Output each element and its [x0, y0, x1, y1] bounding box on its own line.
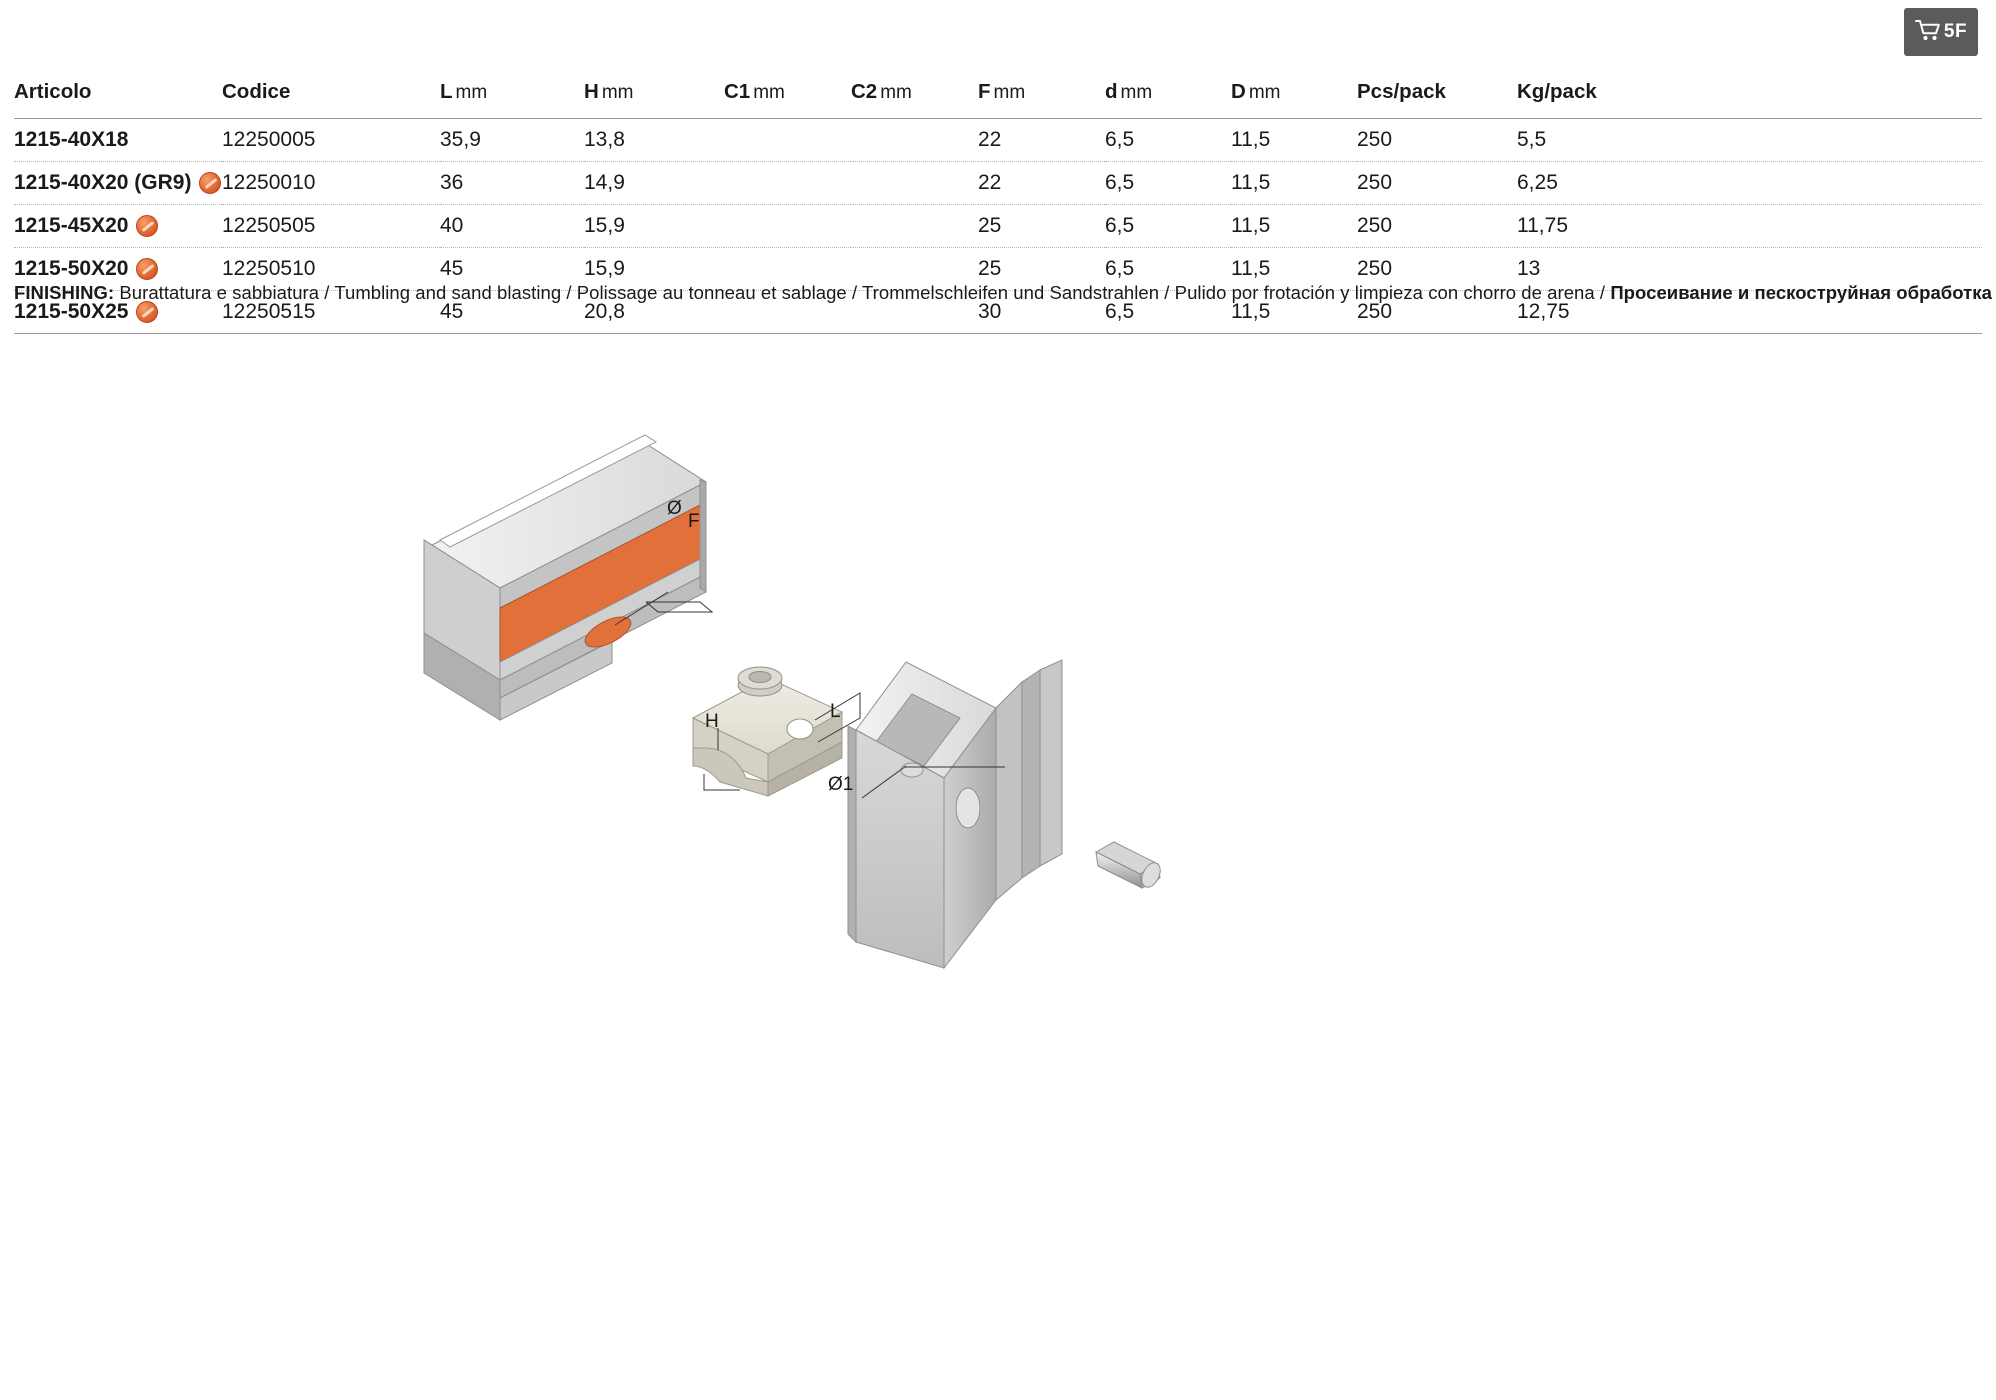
bracket-hole: [787, 719, 813, 739]
cell-d-large: 11,5: [1231, 162, 1357, 205]
cell-kg: 11,75: [1517, 205, 1982, 248]
cell-pcs: 250: [1357, 162, 1517, 205]
cart-badge[interactable]: [1904, 8, 1978, 56]
cell-kg: 6,25: [1517, 162, 1982, 205]
articolo-label: 1215-45X20: [14, 214, 129, 237]
cell-d-large: 11,5: [1231, 248, 1357, 291]
col-header-codice: [222, 80, 440, 119]
cell-c2: [851, 162, 978, 205]
dim-label-h: H: [705, 711, 719, 732]
col-header-l: [440, 80, 584, 119]
articolo-label: 1215-50X25: [14, 300, 129, 323]
cell-articolo: [14, 162, 222, 205]
col-header-d-large: [1231, 80, 1357, 119]
vertical-profile: [848, 660, 1062, 968]
col-header-d-small-label: d: [1105, 80, 1118, 103]
col-header-c1: [724, 80, 851, 119]
drawing-svg: [0, 330, 1996, 1400]
table-row: [14, 162, 1982, 205]
finishing-note: [14, 282, 1992, 304]
dim-label-diameter: Ø: [667, 498, 682, 519]
cell-f: 22: [978, 119, 1105, 162]
cell-d-small: 6,5: [1105, 248, 1231, 291]
cell-c2: [851, 119, 978, 162]
cell-codice: 12250505: [222, 205, 440, 248]
articolo-label: 1215-40X20 (GR9): [14, 171, 192, 194]
cell-h: 13,8: [584, 119, 724, 162]
cell-articolo: [14, 205, 222, 248]
cell-pcs: 250: [1357, 119, 1517, 162]
header-row: [14, 80, 1982, 119]
cell-f: 25: [978, 248, 1105, 291]
finishing-prefix: FINISHING:: [14, 282, 115, 303]
shopping-cart-icon: [1915, 18, 1941, 47]
finishing-text: Burattatura e sabbiatura / Tumbling and sand blasting / Polissage au tonneau et sablage / Trommelschleifen und Sandstrahlen / Pulido por frotación y limpieza con chorro de arena /: [114, 282, 1611, 303]
cell-d-large: 11,5: [1231, 119, 1357, 162]
cell-h: 14,9: [584, 162, 724, 205]
col-header-h-label: H: [584, 80, 599, 103]
cell-kg: 12,75: [1517, 291, 1982, 334]
cell-c1: [724, 119, 851, 162]
col-header-d-small-unit: mm: [1120, 82, 1153, 103]
articolo-label: 1215-40X18: [14, 128, 129, 151]
cell-f: 22: [978, 162, 1105, 205]
cell-codice: 12250005: [222, 119, 440, 162]
cell-h: 15,9: [584, 248, 724, 291]
col-header-l-unit: mm: [455, 82, 488, 103]
col-header-d-large-unit: mm: [1248, 82, 1281, 103]
cell-d-large: 11,5: [1231, 205, 1357, 248]
cell-codice: 12250510: [222, 248, 440, 291]
technical-drawing: [0, 330, 1996, 1400]
col-header-c1-unit: mm: [753, 82, 785, 103]
cell-codice: 12250515: [222, 291, 440, 334]
col-header-kg-pack: [1517, 80, 1982, 119]
col-header-codice-label: Codice: [222, 80, 291, 103]
col-header-c1-label: C1: [724, 80, 751, 103]
col-header-articolo-label: Articolo: [14, 80, 92, 103]
grinding-disc-icon: [136, 301, 158, 323]
cell-d-small: 6,5: [1105, 119, 1231, 162]
dim-label-f: F: [688, 511, 700, 532]
cell-h: 15,9: [584, 205, 724, 248]
grinding-disc-icon: [199, 172, 221, 194]
vertical-profile-hole: [956, 788, 980, 828]
col-header-f-unit: mm: [993, 82, 1026, 103]
col-header-c2: [851, 80, 978, 119]
cell-kg: 13: [1517, 248, 1982, 291]
col-header-pcs-pack-label: Pcs/pack: [1357, 80, 1446, 103]
cell-d-small: 6,5: [1105, 162, 1231, 205]
col-header-f-label: F: [978, 80, 991, 103]
cell-codice: 12250010: [222, 162, 440, 205]
cell-pcs: 250: [1357, 291, 1517, 334]
cell-l: 45: [440, 291, 584, 334]
col-header-d-small: [1105, 80, 1231, 119]
cell-c1: [724, 205, 851, 248]
cart-badge-inner: [1915, 18, 1967, 47]
cell-articolo: [14, 119, 222, 162]
table-row: [14, 119, 1982, 162]
spec-table-head: [14, 80, 1982, 119]
cell-d-large: 11,5: [1231, 291, 1357, 334]
cell-kg: 5,5: [1517, 119, 1982, 162]
cell-c1: [724, 162, 851, 205]
cell-f: 25: [978, 205, 1105, 248]
cell-pcs: 250: [1357, 205, 1517, 248]
articolo-label: 1215-50X20: [14, 257, 129, 280]
col-header-d-large-label: D: [1231, 80, 1246, 103]
screw: [1096, 842, 1164, 890]
grinding-disc-icon: [136, 215, 158, 237]
cell-d-small: 6,5: [1105, 205, 1231, 248]
cell-h: 20,8: [584, 291, 724, 334]
table-row: [14, 205, 1982, 248]
col-header-c2-unit: mm: [880, 82, 912, 103]
col-header-pcs-pack: [1357, 80, 1517, 119]
col-header-kg-pack-label: Kg/pack: [1517, 80, 1597, 103]
dim-label-d1: Ø1: [828, 774, 854, 795]
articolo-wrap: [14, 257, 222, 281]
cell-l: 35,9: [440, 119, 584, 162]
cell-l: 45: [440, 248, 584, 291]
cell-l: 36: [440, 162, 584, 205]
col-header-h-unit: mm: [601, 82, 634, 103]
col-header-h: [584, 80, 724, 119]
articolo-wrap: [14, 128, 222, 152]
articolo-wrap: [14, 171, 222, 195]
col-header-l-label: L: [440, 80, 453, 103]
cell-f: 30: [978, 291, 1105, 334]
cell-c2: [851, 205, 978, 248]
col-header-articolo: [14, 80, 222, 119]
grinding-disc-icon: [136, 258, 158, 280]
cell-pcs: 250: [1357, 248, 1517, 291]
col-header-c2-label: C2: [851, 80, 878, 103]
col-header-f: [978, 80, 1105, 119]
dim-label-l: L: [830, 701, 841, 722]
horizontal-profile: [424, 435, 712, 720]
cell-l: 40: [440, 205, 584, 248]
articolo-wrap: [14, 214, 222, 238]
finishing-suffix: Просеивание и пескоструйная обработка: [1610, 282, 1992, 303]
cart-badge-label: 5F: [1943, 21, 1968, 42]
cell-d-small: 6,5: [1105, 291, 1231, 334]
